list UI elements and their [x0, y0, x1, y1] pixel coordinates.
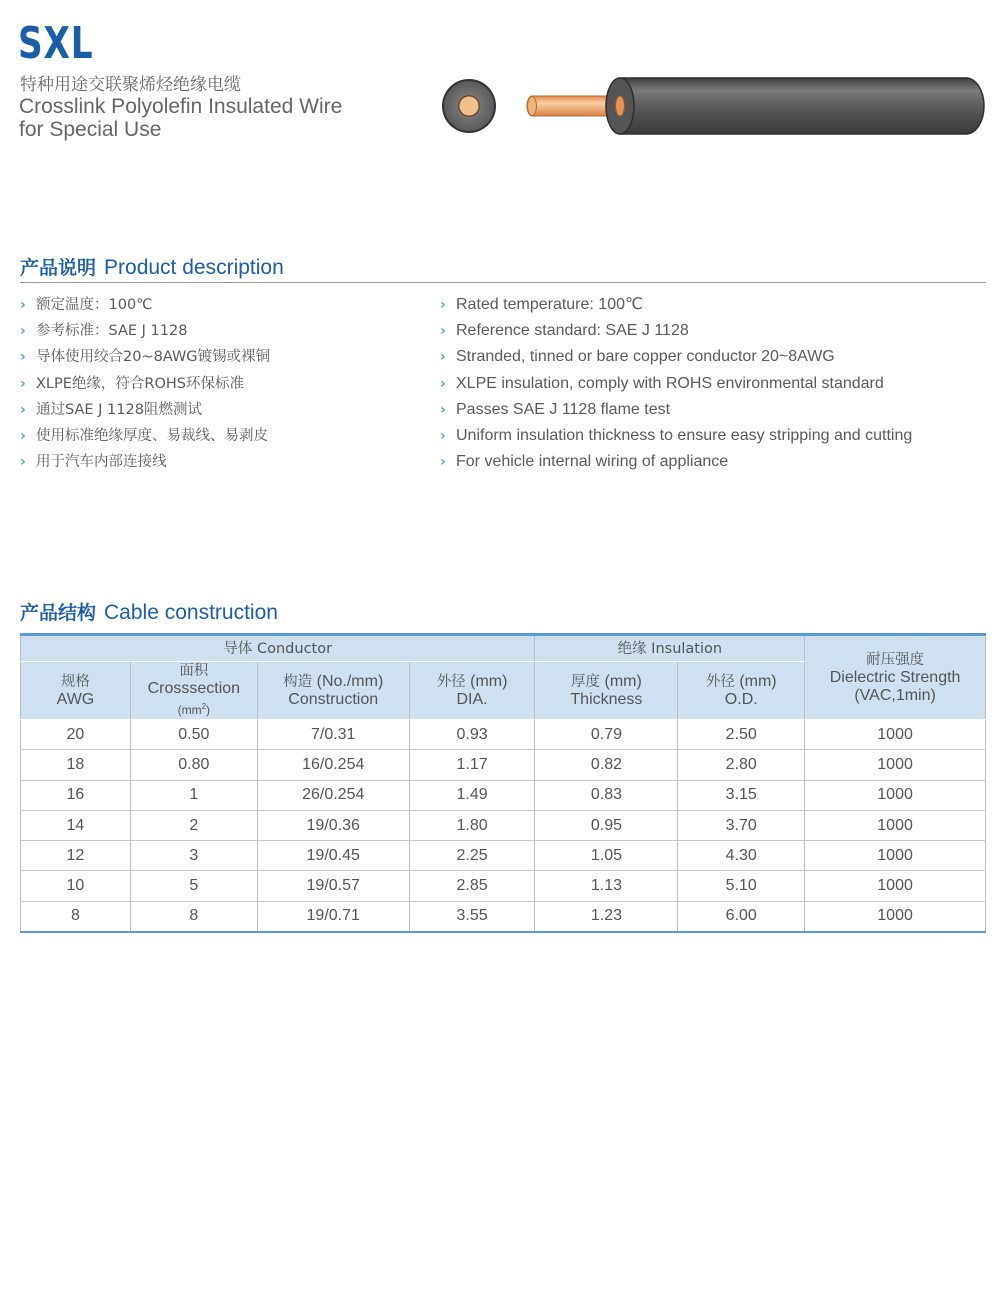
- description-list-cn: [20, 292, 270, 475]
- cable-construction-title: [20, 598, 278, 625]
- chevron-right-icon: ›: [20, 323, 26, 340]
- conductor-group-header: 导体 Conductor: [21, 635, 535, 662]
- product-title-en-line2: for Special Use: [19, 118, 162, 141]
- chevron-right-icon: ›: [20, 297, 26, 313]
- chevron-right-icon: ›: [20, 349, 26, 366]
- chevron-right-icon: ›: [440, 375, 446, 392]
- table-row: 20 0.50 7/0.31 0.93 0.79 2.50 1000: [21, 720, 986, 750]
- cable-illustration: [436, 70, 992, 142]
- crosssection-header: 面积 Crosssection $(mm^2)$: [130, 662, 257, 720]
- chevron-right-icon: ›: [440, 349, 446, 366]
- chevron-right-icon: ›: [440, 323, 446, 340]
- section-divider: [20, 282, 986, 283]
- cable-construction-title-en: Cable construction: [104, 601, 278, 624]
- list-item: › 导体使用绞合20~8AWG镀锡或裸铜: [20, 344, 270, 370]
- product-title-en: [19, 95, 342, 141]
- list-item: › 额定温度：100℃: [20, 292, 270, 318]
- product-title-cn: 特种用途交联聚烯烃绝缘电缆: [20, 75, 241, 95]
- table-row: 12 3 19/0.45 2.25 1.05 4.30 1000: [21, 841, 986, 871]
- chevron-right-icon: ›: [20, 401, 26, 418]
- product-description-title: [20, 253, 284, 280]
- list-item: › 使用标准绝缘厚度、易裁线、易剥皮: [20, 423, 270, 449]
- cable-cross-section: [442, 79, 496, 133]
- chevron-right-icon: ›: [440, 427, 446, 444]
- table-row: 10 5 19/0.57 2.85 1.13 5.10 1000: [21, 871, 986, 901]
- chevron-right-icon: ›: [20, 375, 26, 392]
- chevron-right-icon: ›: [440, 297, 446, 313]
- chevron-right-icon: ›: [20, 454, 26, 471]
- cable-construction-title-cn: 产品结构: [20, 602, 97, 624]
- product-description-title-cn: 产品说明: [20, 257, 97, 279]
- list-item: › For vehicle internal wiring of appliance: [440, 449, 912, 475]
- conductor-dia-header: 外径 (mm) DIA.: [409, 662, 535, 720]
- list-item: › Passes SAE J 1128 flame test: [440, 397, 912, 423]
- insulation-thickness-header: 厚度 (mm) Thickness: [535, 662, 678, 720]
- cable-construction-table: [20, 633, 986, 933]
- list-item: › 用于汽车内部连接线: [20, 449, 270, 475]
- description-list-en: [440, 292, 912, 475]
- awg-header: 规格 AWG: [21, 662, 131, 720]
- chevron-right-icon: ›: [20, 427, 26, 444]
- table-row: 18 0.80 16/0.254 1.17 0.82 2.80 1000: [21, 750, 986, 780]
- list-item: › Uniform insulation thickness to ensure easy stripping and cutting: [440, 423, 912, 449]
- product-description-title-en: Product description: [104, 256, 284, 279]
- list-item: › Rated temperature: 100℃: [440, 292, 912, 318]
- table-row: 8 8 19/0.71 3.55 1.23 6.00 1000: [21, 901, 986, 931]
- dielectric-strength-header: 耐压强度 Dielectric Strength (VAC,1min): [805, 635, 986, 720]
- product-title-en-line1: Crosslink Polyolefin Insulated Wire: [19, 95, 343, 118]
- cable-side-view: [527, 78, 984, 134]
- insulation-group-header: 绝缘 Insulation: [535, 635, 805, 662]
- construction-header: 构造 (No./mm) Construction: [257, 662, 409, 720]
- outer-diameter-header: 外径 (mm) O.D.: [678, 662, 805, 720]
- chevron-right-icon: ›: [440, 454, 446, 471]
- table-row: 16 1 26/0.254 1.49 0.83 3.15 1000: [21, 780, 986, 810]
- list-item: › 参考标准：SAE J 1128: [20, 318, 270, 344]
- list-item: › 通过SAE J 1128阻燃测试: [20, 397, 270, 423]
- list-item: › Stranded, tinned or bare copper conductor 20~8AWG: [440, 344, 912, 370]
- list-item: › XLPE insulation, comply with ROHS environmental standard: [440, 371, 912, 397]
- chevron-right-icon: ›: [440, 401, 446, 418]
- table-row: 14 2 19/0.36 1.80 0.95 3.70 1000: [21, 810, 986, 840]
- brand-logo: SXL: [18, 18, 94, 69]
- list-item: › XLPE绝缘，符合ROHS环保标准: [20, 371, 270, 397]
- list-item: › Reference standard: SAE J 1128: [440, 318, 912, 344]
